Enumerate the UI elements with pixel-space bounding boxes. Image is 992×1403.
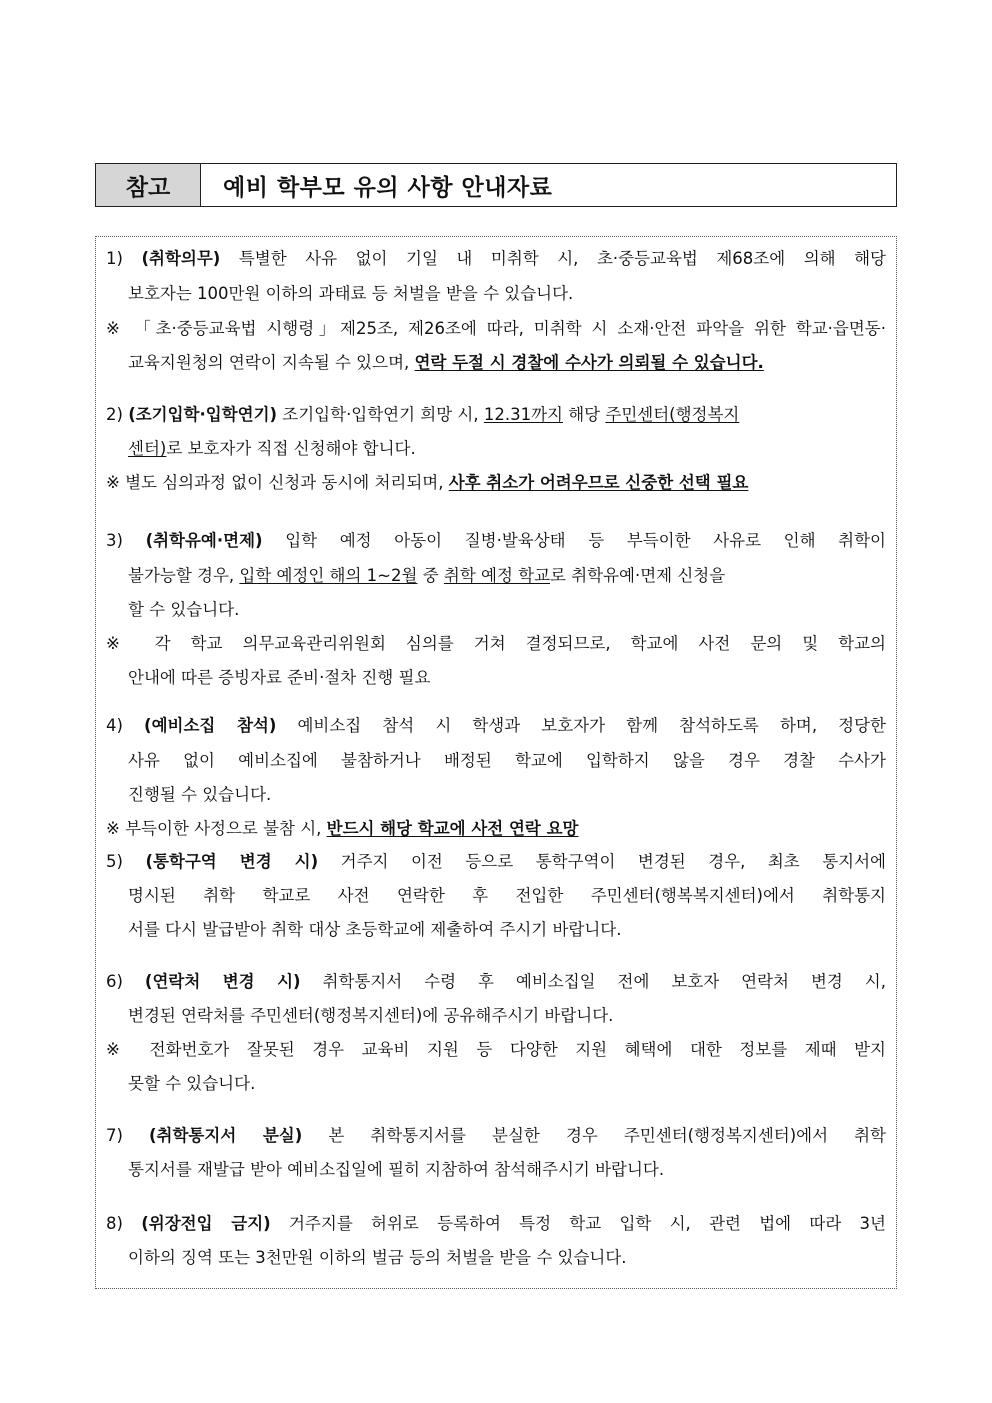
item-7-line-1 xyxy=(106,1124,886,1148)
item-text: 거주지 이전 등으로 통학구역이 변경된 경우, 최초 통지서에 xyxy=(318,852,886,871)
note-emphasis: 반드시 해당 학교에 사전 연락 요망 xyxy=(326,819,579,838)
item-label: (예비소집 참석) xyxy=(144,716,277,735)
item-label: (위장전입 금지) xyxy=(141,1214,271,1233)
item-text: 특별한 사유 없이 기일 내 미취학 시, 초·중등교육법 제68조에 의해 해당 xyxy=(220,249,886,268)
item-number: 8) xyxy=(106,1214,142,1233)
item-1-line-2: 보호자는 100만원 이하의 과태료 등 처벌을 받을 수 있습니다. xyxy=(128,284,574,303)
page-title: 예비 학부모 유의 사항 안내자료 xyxy=(223,174,553,201)
item-underline: 주민센터(행정복지 xyxy=(605,405,740,424)
item-number: 5) xyxy=(106,852,146,871)
item-3-note-1: ※ 각 학교 의무교육관리위원회 심의를 거쳐 결정되므로, 학교에 사전 문의 및 학교의 xyxy=(106,634,886,653)
item-3-note-2: 안내에 따른 증빙자료 준비·절차 진행 필요 xyxy=(128,668,431,687)
content-box xyxy=(95,236,897,1289)
item-label: (취학통지서 분실) xyxy=(149,1126,303,1145)
item-3-line-2 xyxy=(128,564,886,588)
item-label: (연락처 변경 시) xyxy=(144,972,301,991)
item-label: (통학구역 변경 시) xyxy=(145,852,319,871)
note-text: ※ 부득이한 사정으로 불참 시, xyxy=(106,819,327,838)
item-8-line-1 xyxy=(106,1212,886,1236)
item-4-line-1 xyxy=(106,714,886,738)
item-text: 취학통지서 수령 후 예비소집일 전에 보호자 연락처 변경 시, xyxy=(300,972,886,991)
item-6-note-2: 못할 수 있습니다. xyxy=(128,1074,256,1093)
item-5-line-2: 명시된 취학 학교로 사전 연락한 후 전입한 주민센터(행복복지센터)에서 취학통지 xyxy=(128,886,886,905)
item-5-line-1 xyxy=(106,850,886,874)
title-box xyxy=(95,163,897,207)
item-6-line-2: 변경된 연락처를 주민센터(행정복지센터)에 공유해주시기 바랍니다. xyxy=(128,1006,614,1025)
item-number: 1) xyxy=(106,249,142,268)
item-text: 본 취학통지서를 분실한 경우 주민센터(행정복지센터)에서 취학 xyxy=(302,1126,886,1145)
item-number: 4) xyxy=(106,716,145,735)
item-text: 로 취학유예·면제 신청을 xyxy=(550,566,726,585)
note-text: 교육지원청의 연락이 지속될 수 있으며, xyxy=(128,353,415,372)
item-label: (조기입학·입학연기) xyxy=(128,405,278,424)
item-text: 해당 xyxy=(563,405,606,424)
item-text: 로 보호자가 직접 신청해야 합니다. xyxy=(166,439,416,458)
item-text: 불가능할 경우, xyxy=(128,566,240,585)
item-4-line-3: 진행될 수 있습니다. xyxy=(128,785,272,804)
item-3-line-1 xyxy=(106,529,886,553)
note-text: ※ 별도 심의과정 없이 신청과 동시에 처리되며, xyxy=(106,473,449,492)
item-2-line-2 xyxy=(128,437,886,461)
item-number: 2) xyxy=(106,405,129,424)
item-1-note-1: ※ 「초·중등교육법 시행령」제25조, 제26조에 따라, 미취학 시 소재·안전 파악을 위한 학교·읍면동· xyxy=(106,319,886,338)
item-7-line-2: 통지서를 재발급 받아 예비소집일에 필히 지참하여 참석해주시기 바랍니다. xyxy=(128,1160,665,1179)
item-underline: 센터) xyxy=(128,439,167,458)
item-8-line-2: 이하의 징역 또는 3천만원 이하의 벌금 등의 처벌을 받을 수 있습니다. xyxy=(128,1248,627,1267)
item-underline: 12.31까지 xyxy=(483,405,563,424)
item-label: (취학의무) xyxy=(141,249,221,268)
item-text: 예비소집 참석 시 학생과 보호자가 함께 참석하도록 하며, 정당한 xyxy=(276,716,886,735)
item-label: (취학유예·면제) xyxy=(145,531,263,550)
item-number: 7) xyxy=(106,1126,150,1145)
item-4-note-1 xyxy=(106,817,886,841)
title-tag: 참고 xyxy=(96,164,201,206)
item-4-line-2: 사유 없이 예비소집에 불참하거나 배정된 학교에 입학하지 않을 경우 경찰 수사가 xyxy=(128,751,886,770)
note-emphasis: 연락 두절 시 경찰에 수사가 의뢰될 수 있습니다. xyxy=(414,353,764,372)
item-text: 조기입학·입학연기 희망 시, xyxy=(277,405,484,424)
note-emphasis: 사후 취소가 어려우므로 신중한 선택 필요 xyxy=(448,473,749,492)
item-text: 거주지를 허위로 등록하여 특정 학교 입학 시, 관련 법에 따라 3년 xyxy=(270,1214,886,1233)
item-6-line-1 xyxy=(106,970,886,994)
item-1-line-1 xyxy=(106,247,886,271)
item-underline: 입학 예정인 해의 1~2월 xyxy=(239,566,418,585)
item-underline: 취학 예정 학교 xyxy=(443,566,551,585)
item-2-note-1 xyxy=(106,471,886,495)
item-text: 입학 예정 아동이 질병·발육상태 등 부득이한 사유로 인해 취학이 xyxy=(262,531,886,550)
item-2-line-1 xyxy=(106,403,886,427)
item-text: 중 xyxy=(417,566,444,585)
item-6-note-1: ※ 전화번호가 잘못된 경우 교육비 지원 등 다양한 지원 혜택에 대한 정보를 제때 받지 xyxy=(106,1040,886,1059)
item-1-note-2 xyxy=(128,351,886,375)
item-number: 3) xyxy=(106,531,146,550)
item-5-line-3: 서를 다시 발급받아 취학 대상 초등학교에 제출하여 주시기 바랍니다. xyxy=(128,920,622,939)
item-number: 6) xyxy=(106,972,145,991)
item-3-line-3: 할 수 있습니다. xyxy=(128,600,240,619)
